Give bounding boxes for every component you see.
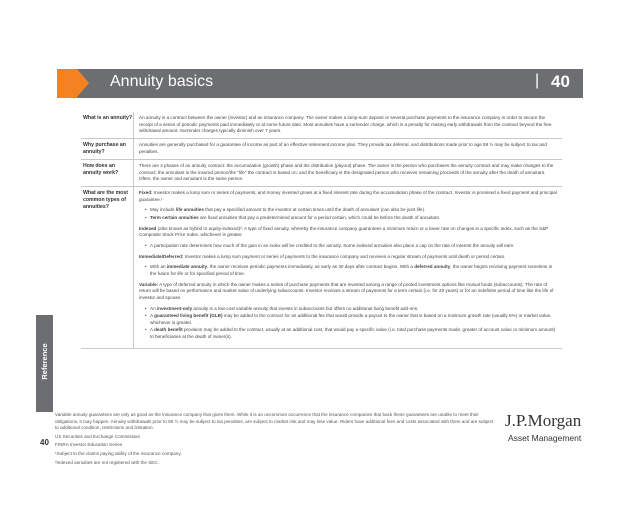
footer-disclaimer: Variable annuity guarantees are only as good as the insurance company that gives them. While it is an uncommon occurrence that the insurance companies that back these guarantees are unable to meet their obligations, it may happen. Annuity withdrawals prior to 59 ½ may be subject to tax penalties, are subject to market risk and may lose value. Riders have additional fees and costs associated with them and are subject to additional condition, restrictions and limitation. [55, 412, 494, 431]
page-number-header: 40 [551, 72, 570, 91]
list-item: • A death benefit provision may be added to the contract, usually at an additional cost, that would pay a specific value (i.e. total purchase payments made, greater of account value or minimum amount) to beneficiaries at the death of owner(s). [146, 327, 558, 340]
row-answer-types [134, 187, 562, 348]
row-answer: Annuities are generally purchased for a guarantee of income as part of an effective retirement income plan. They provide tax deferral, and distributions made prior to age 59 ½ may be subject to tax and penalties. [139, 141, 547, 154]
list-item: • A participation rate determines how much of the gain in an index will be credited to the annuity. Some indexed annuities also place a cap on the rate of interest the annuity will earn. [146, 243, 558, 250]
list-item: • With an immediate annuity, the owner receives periodic payments immediately, as early as 30 days after contract begins. With a deferred annuity, the owner begins receiving payment sometime in the future for life or for specified period of time. [146, 264, 558, 277]
page-title: Annuity basics [110, 73, 214, 90]
faq-table [81, 112, 562, 349]
reference-tab [36, 315, 53, 412]
immediate-deferred-list [146, 264, 558, 277]
row-question: Why purchase an annuity? [81, 139, 134, 159]
table-row [81, 112, 562, 139]
list-item: • A guaranteed living benefit (GLB) may be added to the contract for an additional fee that would provide a payout to the owner that is based on a minimum growth rate (usually 5%) or market value, whichever is greater. [146, 313, 558, 326]
row-answer: There are 2 phases of an annuity contract: the accumulation (growth) phase and the distribution (payout) phase. The owner is the person who purchases the annuity contract and may make changes to the contract; the annuitant is the insured person/the "life" the contract is based on; and the beneficiary is the designated person who receives remaining proceeds of the annuity after the death of annuitant. Often, the owner and annuitant is the same person. [139, 163, 554, 182]
fixed-list [146, 207, 558, 221]
row-question: What is an annuity? [81, 112, 134, 138]
fixed-text: Investor makes a lump sum or series of payments, and money invested grows at a fixed interest rate during the accumulation phase of the contract. Investor is promised a fixed payment and principal guarantee.¹ [139, 189, 557, 202]
variable-list [146, 306, 558, 341]
asset-management-label: Asset Management [508, 433, 582, 443]
variable-paragraph: Variable: A type of deferred annuity in which the owner makes a series of purchase payments that are invested among a range of pooled investment options like mutual funds (subaccounts). The rate of return will be based on performance and market value of underlying subaccounts. Investor receives a stream of payments for a term certain (i.e. for 20 years) or for an indefinite period of time like the life of investor and spouse. [139, 281, 554, 300]
row-question: How does an annuity work? [81, 160, 134, 186]
orange-chevron-tip [77, 69, 89, 97]
immediate-deferred-paragraph: Immediate/Deferred: Investor makes a lump sum payment or series of payments to the insurance company and receives a regular stream of payments until death or period certain. [139, 253, 506, 259]
table-row [81, 187, 562, 349]
table-row [81, 160, 562, 187]
indexed-paragraph: Indexed (also known as hybrid or equity-indexed)²: A type of fixed annuity, whereby the insurance company guarantees a minimum return or a lower rate on changes in a specific index, such as the S&P Composite Stock Price Index, whichever is greater. [139, 225, 549, 238]
footer-source-2: FINRA Investor Education Series [55, 442, 123, 447]
orange-chevron-icon [57, 69, 77, 98]
footnote-2: ²Indexed annuities are not registered with the SEC. [55, 460, 159, 465]
footnote-1: ¹Subject to the claims paying ability of the insurance company. [55, 451, 182, 456]
list-item: • May include life annuities that pay a specified amount to the investor at certain times until the death of annuitant (can also be joint life). [146, 207, 558, 214]
fixed-label: Fixed: [139, 189, 153, 195]
row-question: What are the most common types of annuities? [81, 187, 134, 348]
reference-label: Reference [40, 343, 49, 380]
page-number-footer: 40 [40, 438, 49, 447]
fixed-paragraph [139, 190, 558, 203]
list-item: • An investment-only annuity is a low-cost variable annuity that invests in subaccounts but offers no additional living benefit add-ons. [146, 306, 558, 313]
indexed-list [146, 243, 558, 250]
footer-source-1: US Securities and Exchange Commission [55, 434, 141, 439]
jpmorgan-logo: J.P.Morgan [505, 411, 582, 430]
list-item: • Term certain annuities are fixed annuities that pay a predetermined amount for a period certain, which could be before the death of annuitant. [146, 215, 558, 222]
table-row [81, 139, 562, 160]
title-separator: | [535, 72, 540, 89]
row-answer: An annuity is a contract between the owner (investor) and an insurance company. The owner makes a lump-sum deposit or several purchase payments to the insurance company in order to secure the receipt of a series of periodic payments paid immediately or at some future date. Most annuities have a surrender charge, which is a penalty for making early withdrawals from the contract beyond the free withdrawal amount. Surrender charges typically diminish over 7 years. [139, 115, 552, 134]
